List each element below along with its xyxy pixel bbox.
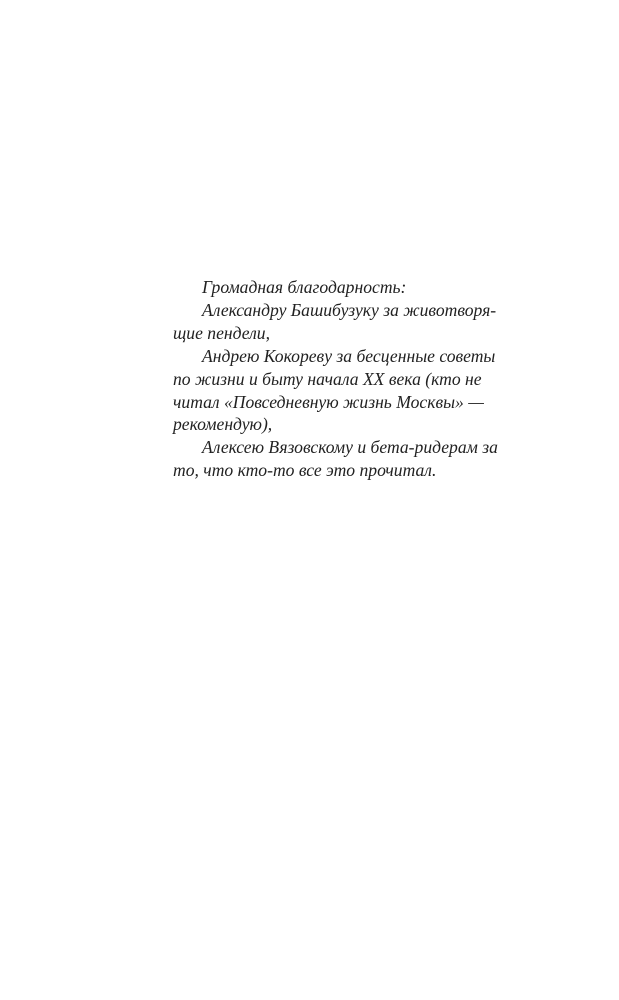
text-line: рекомендую), — [173, 414, 273, 435]
text-line: по жизни и быту начала XX века (кто не — [173, 368, 482, 389]
text-line: Андрею Кокореву за бесценные советы — [202, 345, 496, 366]
text-line: Александру Башибузуку за животворя- — [202, 299, 497, 320]
text-line: щие пендели, — [173, 322, 270, 343]
text-line: читал «Повседневную жизнь Москвы» — — [173, 391, 484, 412]
text-line: Алексею Вязовскому и бета-ридерам за — [202, 437, 498, 458]
acknowledgements-text — [173, 276, 533, 482]
text-line: то, что кто-то все это прочитал. — [173, 460, 437, 481]
acknowledgements-heading: Громадная благодарность: — [202, 277, 407, 297]
